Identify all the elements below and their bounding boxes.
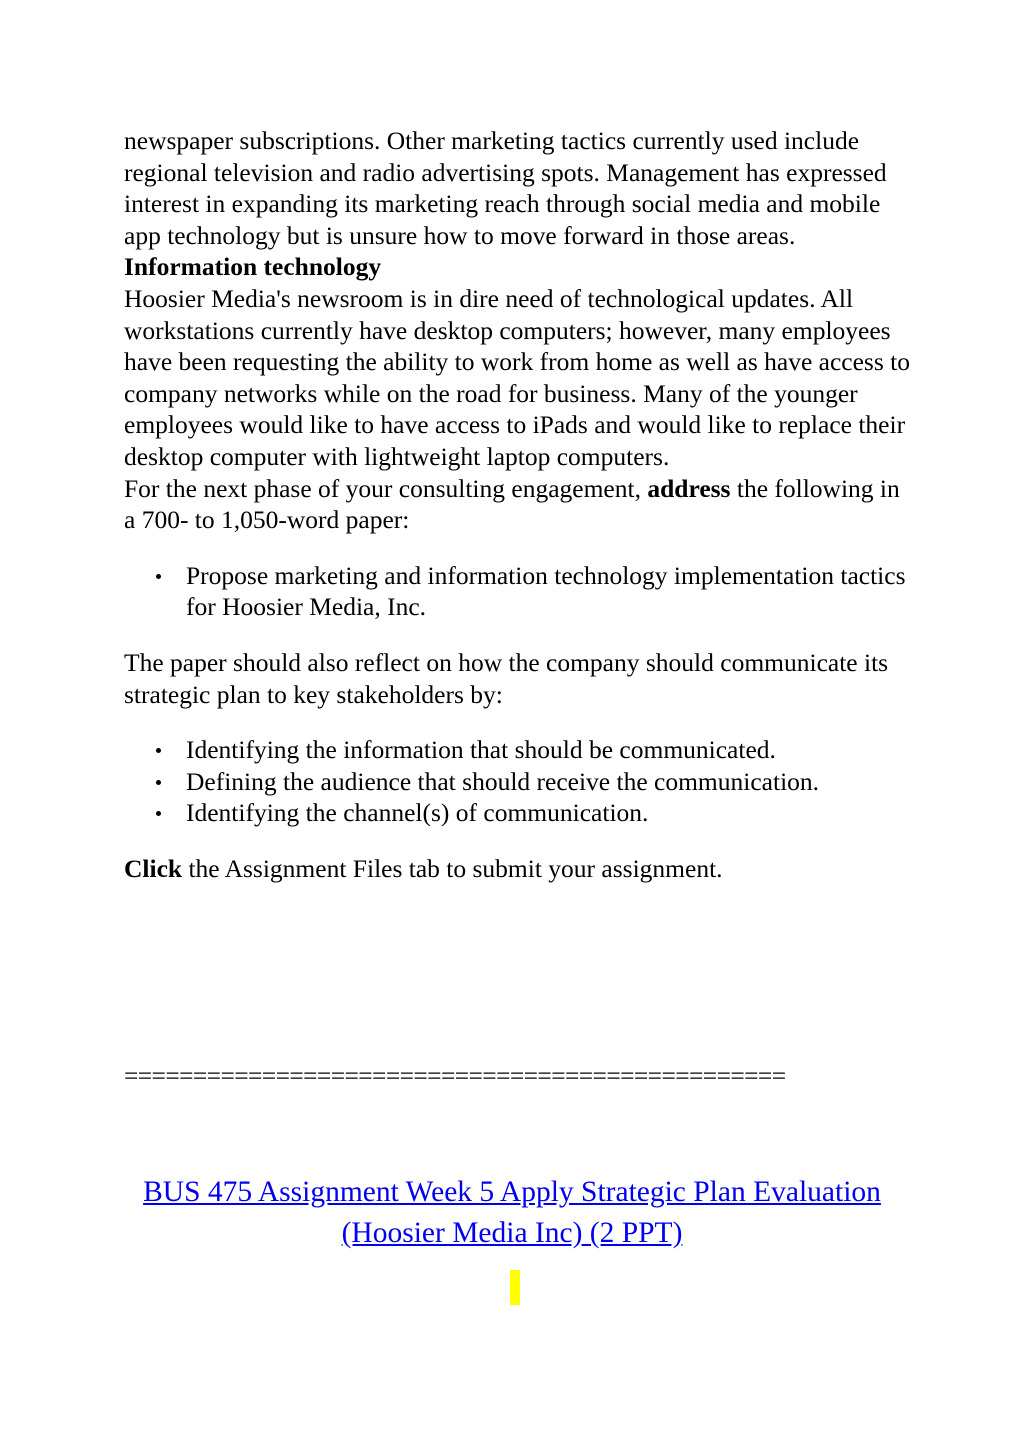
communication-bullet-list xyxy=(124,734,914,829)
link-block xyxy=(124,1172,900,1254)
submit-emphasis: Click xyxy=(124,853,183,883)
intro-paragraph: newspaper subscriptions. Other marketing tactics currently used include regional television and radio advertising spots. Management has expressed interest in expanding its marketing reach through social media and mobile app technology but is unsure how to move forward in those areas. xyxy=(124,126,887,250)
section-heading-information-technology: Information technology xyxy=(124,252,382,282)
submit-instruction xyxy=(124,853,914,885)
reflect-paragraph: The paper should also reflect on how the company should communicate its strategic plan to key stakeholders by: xyxy=(124,647,889,709)
list-item xyxy=(186,560,914,623)
assignment-link[interactable]: BUS 475 Assignment Week 5 Apply Strategic Plan Evaluation (Hoosier Media Inc) (2 PPT) xyxy=(143,1176,881,1249)
list-item xyxy=(186,734,914,766)
bullet-icon xyxy=(156,780,161,785)
list-item-text: Propose marketing and information technology implementation tactics for Hoosier Media, Inc. xyxy=(186,560,906,622)
list-item xyxy=(186,797,914,829)
information-technology-paragraph: Hoosier Media's newsroom is in dire need of technological updates. All workstations currently have desktop computers; however, many employees have been requesting the ability to work from home as well as have access to company networks while on the road for business. Many of the younger employees would like to have access to iPads and would like to replace their desktop computer with lightweight laptop computers. xyxy=(124,283,910,471)
bullet-icon xyxy=(156,811,161,816)
list-item-text: Identifying the channel(s) of communication. xyxy=(186,798,649,828)
engagement-emphasis: address xyxy=(647,473,731,503)
proposal-bullet-list xyxy=(124,560,914,623)
list-item xyxy=(186,766,914,798)
engagement-text-before: For the next phase of your consulting engagement, xyxy=(124,473,648,503)
text-cursor-highlight xyxy=(510,1270,520,1305)
engagement-text-after: the following in a 700- to 1,050-word paper: xyxy=(124,473,900,535)
bullet-icon xyxy=(156,748,161,753)
document-body xyxy=(124,125,914,884)
engagement-instruction xyxy=(124,473,914,536)
list-item-text: Defining the audience that should receive the communication. xyxy=(186,766,820,796)
list-item-text: Identifying the information that should be communicated. xyxy=(186,735,776,765)
submit-text-after: the Assignment Files tab to submit your assignment. xyxy=(182,853,723,883)
bullet-icon xyxy=(156,574,161,579)
separator-line: ================================================ xyxy=(124,1061,786,1090)
